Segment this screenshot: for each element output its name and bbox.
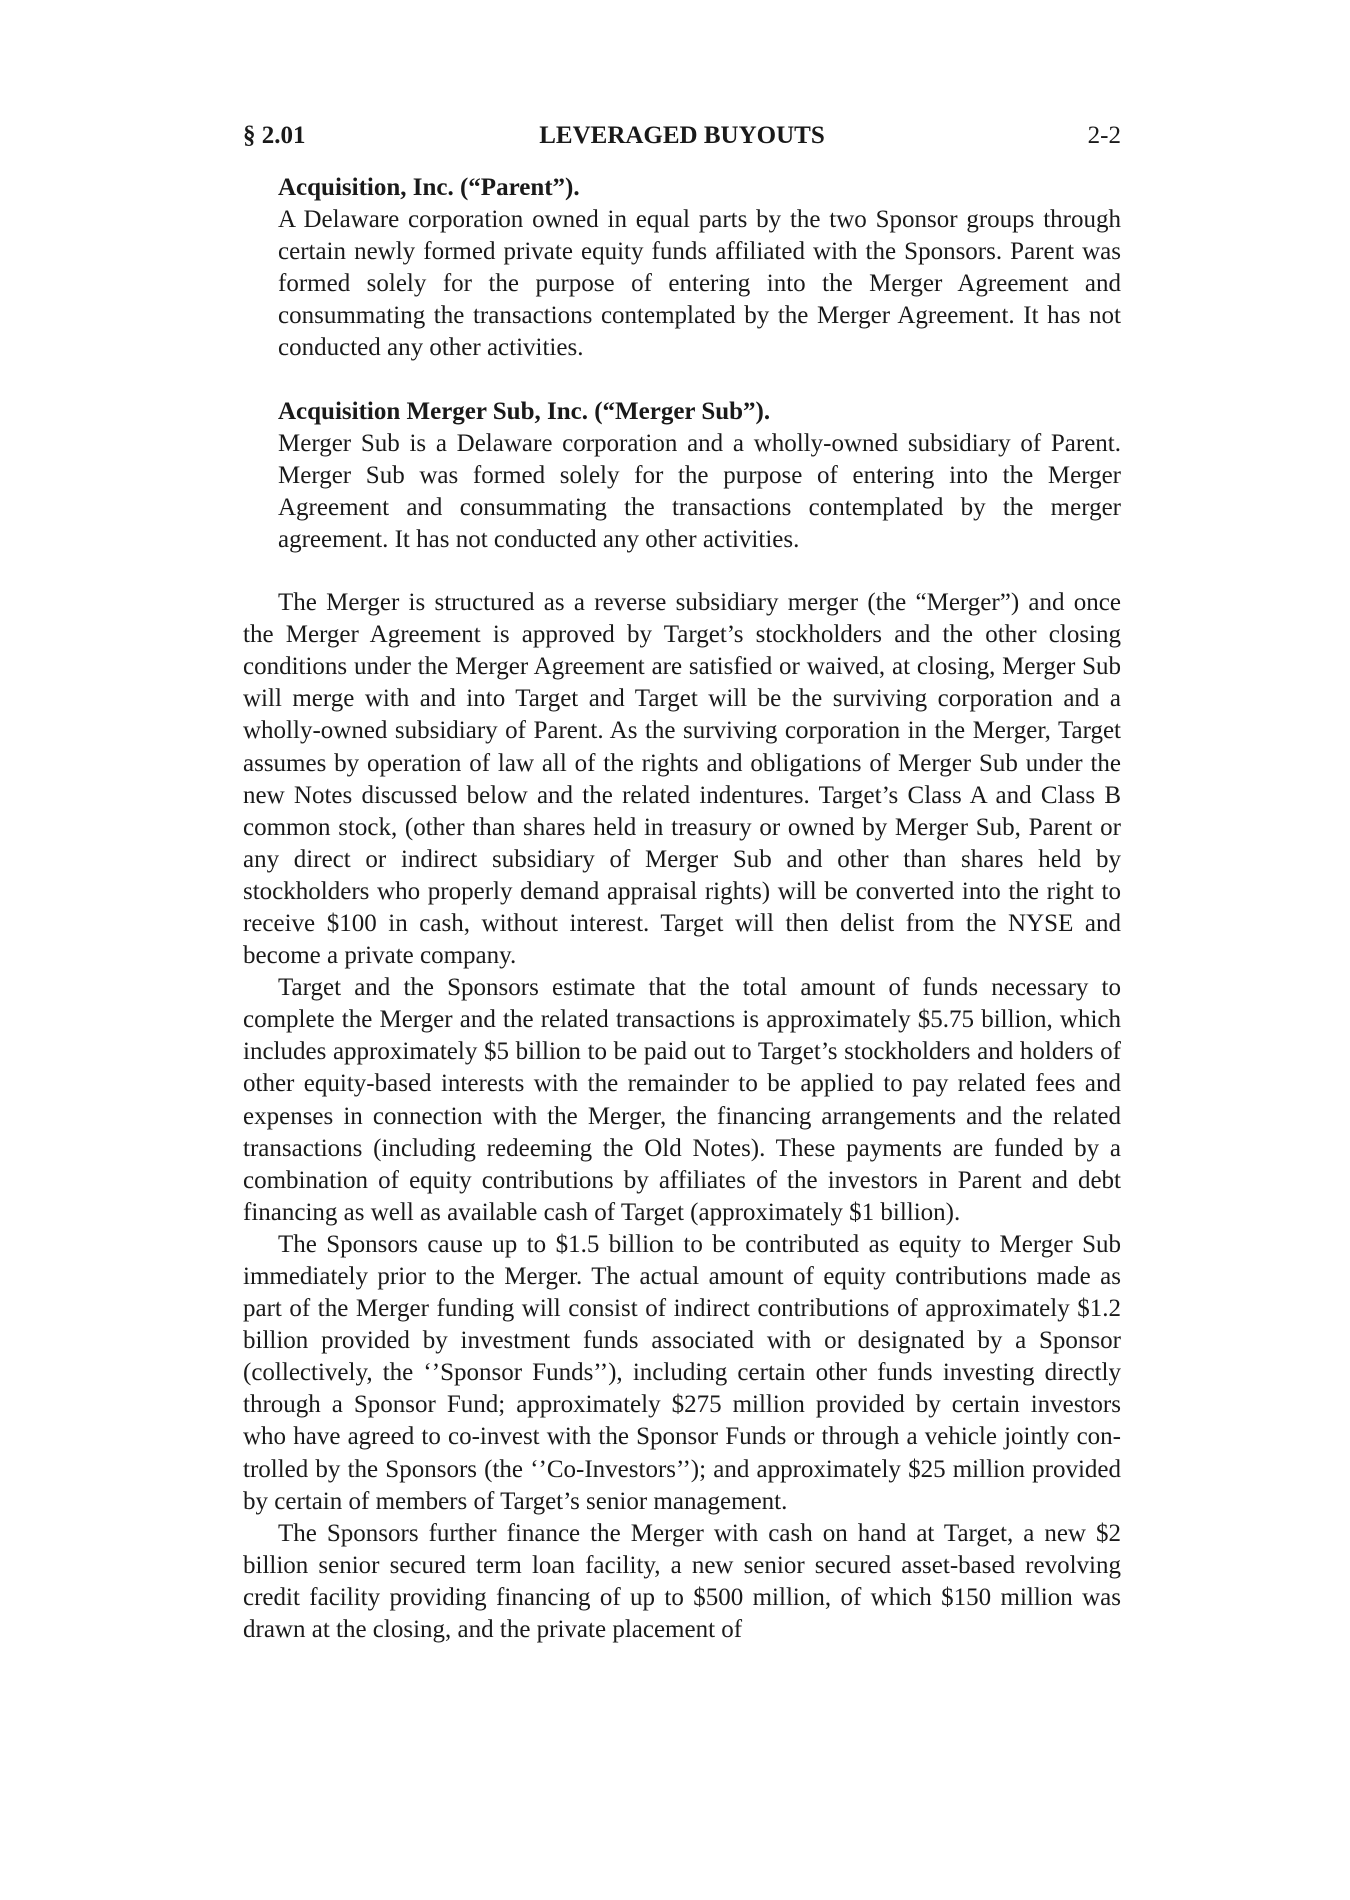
entity-merger-sub	[278, 396, 1121, 556]
entity-parent	[278, 172, 1121, 365]
section-number: § 2.01	[243, 122, 306, 149]
entity-description: Merger Sub is a Delaware corporation and a wholly-owned subsidiary of Parent. Merger Sub was formed solely for the purpose of entering into the Merger Agreement and consummating the transactions contemplated by the merger agreement. It has not conducted any other activities.	[278, 429, 1121, 553]
paragraph-merger-structure: The Merger is structured as a reverse subsidiary merger (the “Merger”) and once the Merger Agreement is approved by Target’s stockholders and the other closing conditions under the Merger Agreement are satisfied or waived, at closing, Merger Sub will merge with and into Target and Target will be the surviving corporation and a wholly-owned subsidiary of Parent. As the surviving corporation in the Merger, Target assumes by operation of law all of the rights and obligations of Merger Sub under the new Notes discussed below and the related indentures. Target’s Class A and Class B common stock, (other than shares held in treasury or owned by Merger Sub, Parent or any direct or indirect subsidiary of Merger Sub and other than shares held by stockholders who properly demand appraisal rights) will be converted into the right to receive $100 in cash, without interest. Target will then delist from the NYSE and become a private company.	[243, 589, 1121, 970]
running-head	[243, 118, 1121, 154]
paragraph-financing: The Sponsors further finance the Merger with cash on hand at Target, a new $2 billion senior secured term loan facility, a new senior secured asset-based revolving credit facility providing financing of up to $500 million, of which $150 million was drawn at the closing, and the private placement of	[243, 1519, 1121, 1644]
entity-name: Acquisition Merger Sub, Inc. (“Merger Sub”).	[278, 397, 771, 425]
document-page	[243, 118, 1121, 1646]
entity-description: A Delaware corporation owned in equal parts by the two Sponsor groups through certain newly formed private equity funds affiliated with the Sponsors. Parent was formed solely for the purpose of entering into the Merger Agreement and consummating the transactions contemplated by the Merger Agreement. It has not conducted any other activities.	[278, 206, 1121, 362]
page-number: 2-2	[1087, 122, 1121, 149]
chapter-title: LEVERAGED BUYOUTS	[539, 122, 825, 149]
paragraph-equity-contributions: The Sponsors cause up to $1.5 billion to be contributed as equity to Merger Sub immediately prior to the Merger. The actual amount of equity contributions made as part of the Merger funding will consist of indirect contributions of approximately $1.2 billion provided by investment funds associated with or designated by a Sponsor (collectively, the ‘’Sponsor Funds’’), including certain other funds investing directly through a Sponsor Fund; approximately $275 million provided by certain investors who have agreed to co-invest with the Sponsor Funds or through a vehicle jointly controlled by the Sponsors (the ‘’Co-Investors’’); and approximately $25 million provided by certain of members of Target’s senior management.	[243, 1230, 1121, 1515]
paragraph-funds-estimate: Target and the Sponsors estimate that the total amount of funds necessary to complete the Merger and the related transactions is approximately $5.75 billion, which includes approximately $5 billion to be paid out to Target’s stockholders and holders of other equity-based interests with the remainder to be applied to pay related fees and expenses in connection with the Merger, the financing arrangements and the related transactions (including redeeming the Old Notes). These payments are funded by a combination of equity contributions by affiliates of the investors in Parent and debt financing as well as available cash of Target (approximately $1 billion).	[243, 974, 1121, 1226]
body-text	[243, 587, 1121, 1646]
entity-name: Acquisition, Inc. (“Parent”).	[278, 174, 580, 201]
